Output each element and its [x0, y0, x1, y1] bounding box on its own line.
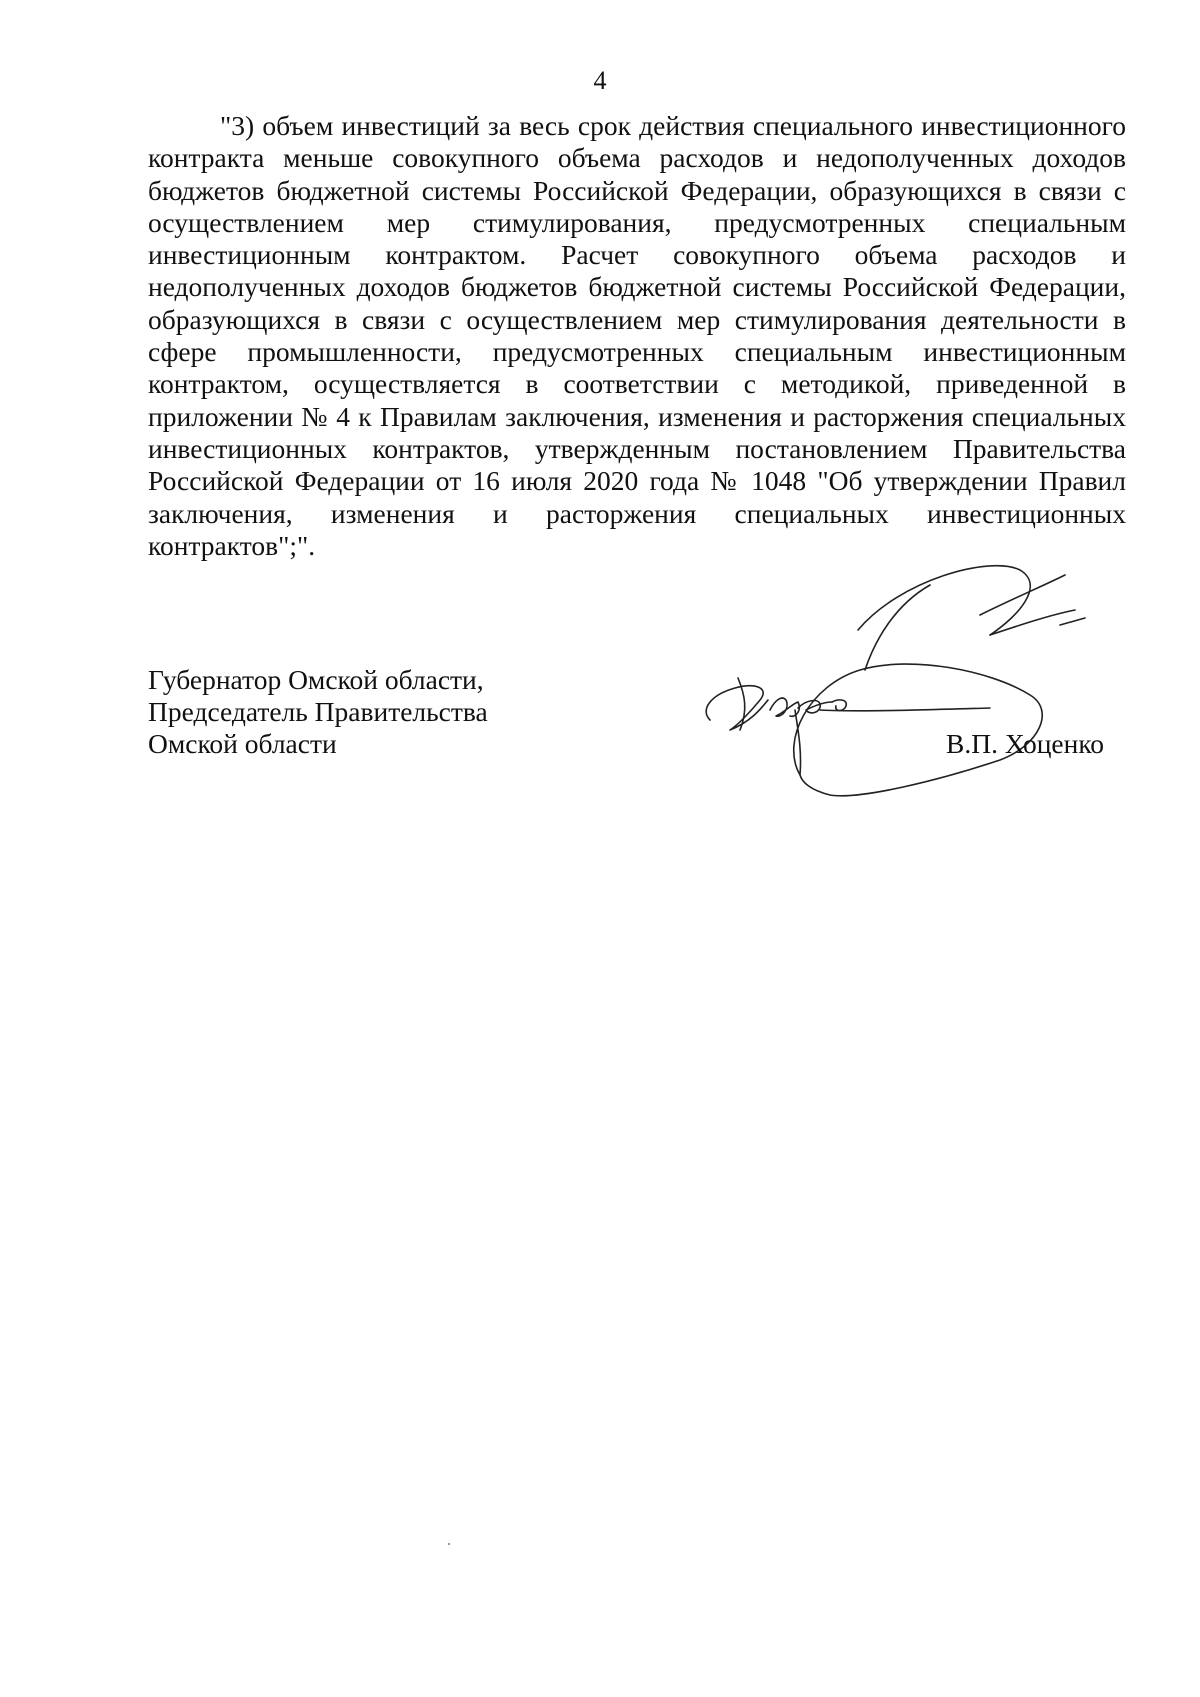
signer-name: В.П. Хоценко: [946, 728, 1105, 759]
handwritten-signature: [690, 560, 1130, 820]
signatory-block: [148, 664, 488, 760]
body-paragraph: "3) объем инвестиций за весь срок действия специального инвестиционного контракта меньше совокупного объема расходов и недополученных доходов бюджетов бюджетной системы Российской Федерации, образующихся в связи с осуществлением мер стимулирования, предусмотренных специальным инвестиционным контрактом. Расчет совокупного объема расходов и недополученных доходов бюджетов бюджетной системы Российской Федерации, образующихся в связи с осуществлением мер стимулирования деятельности в сфере промышленности, предусмотренных специальным инвестиционным контрактом, осуществляется в соответствии с методикой, приведенной в приложении № 4 к Правилам заключения, изменения и расторжения специальных инвестиционных контрактов, утвержденным постановлением Правительства Российской Федерации от 16 июля 2020 года № 1048 "Об утверждении Правил заключения, изменения и расторжения специальных инвестиционных контрактов";".: [148, 110, 1126, 561]
signatory-title-line-3: Омской области: [148, 728, 337, 759]
scan-speck: [448, 1543, 450, 1545]
signatory-title-line-1: Губернатор Омской области,: [148, 664, 484, 695]
page-number: 4: [593, 66, 607, 95]
signatory-title-line-2: Председатель Правительства: [148, 696, 488, 727]
